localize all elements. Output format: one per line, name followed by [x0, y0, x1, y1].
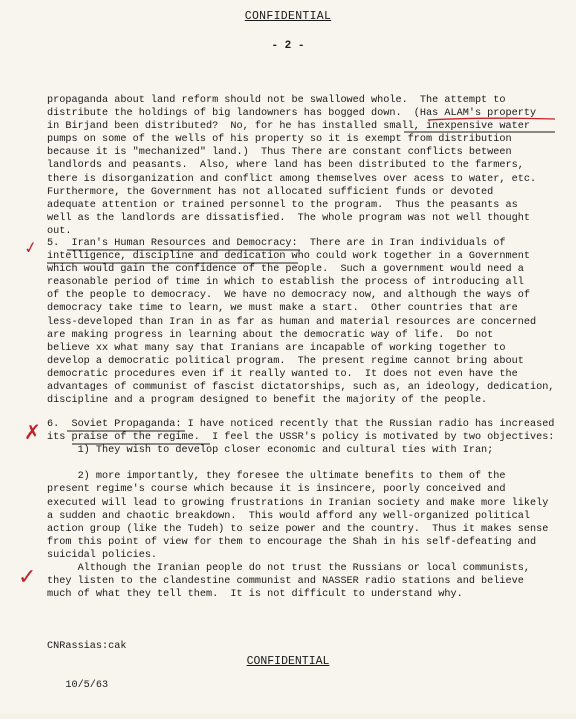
check-mark-icon: ✓ — [22, 236, 39, 259]
cross-mark-icon: ✗ — [24, 420, 41, 444]
signature-date: 10/5/63 — [47, 680, 109, 692]
classification-footer-text: CONFIDENTIAL — [246, 655, 330, 668]
check-mark-icon-closing: ✓ — [18, 565, 37, 590]
paragraph-human-resources: 5. Iran's Human Resources and Democracy: There are in Iran individuals of intelligence, discipline and dedication who could work together in a Government which would gain the confidence of the people. Such a government would need a reasonable period of time in which to establish the process of introducing all of the people to democracy. We have no democracy now, and although the ways of democracy take time to learn, we must make a start. Other countries that are less-developed than Iran in as far as human and material resources are concerned are making progress in learning about the democratic way of life. Do not believe xx what many say that Iranians are incapable of working together to develop a democratic political program. The present regime cannot bring about democratic procedures even if it really wanted to. It does not even have the advantages of communist of fascist dictatorships, such as, an ideology, dedication, discipline and a program designed to benefit the majority of the people. — [47, 238, 555, 407]
page-number: - 2 - — [271, 40, 305, 52]
signature-initials: CNRassias:cak — [47, 641, 127, 653]
classification-header — [0, 10, 576, 23]
classification-footer — [0, 655, 576, 668]
paragraph-closing: Although the Iranian people do not trust the Russians or local communists, they listen to the clandestine communist and NASSER radio stations and believe much of what they tell them. It is not difficult to understand why. — [47, 563, 530, 601]
paragraph-soviet-propaganda: 6. Soviet Propaganda: I have noticed recently that the Russian radio has increased its praise of the regime. I feel the USSR's policy is motivated by two objectives: 1) They wish to develop closer economic and cultural ties with Iran; 2) more importantly, they foresee the ultimate benefits to them of the present regime's course which because it is insincere, poorly conceived and executed will lead to growing frustrations in Iranian society and make more likely a sudden and chaotic breakdown. This would afford any well-organized political action group (like the Tudeh) to seize power and the country. Thus it makes sense from this point of view for them to encourage the Shah in his self-defeating and suicidal policies. — [47, 419, 555, 561]
classification-header-text: CONFIDENTIAL — [244, 10, 332, 23]
paragraph-land-reform: propaganda about land reform should not be swallowed whole. The attempt to distribute the holdings of big landowners has bogged down. (Has ALAM's property in Birjand been distributed? No, for he has installed small, inexpensive water pumps on some of the wells of his property so it is exempt from distribution because it is "mechanized" land.) Thus There are constant conflicts between landlords and peasants. Also, where land has been distributed to the farmers, there is disorganization and conflict among themselves over acess to water, etc. Furthermore, the Government has not allocated sufficient funds or devoted adequate attention or trained personnel to the program. Thus the peasants as well as the landlords are dissatisfied. The whole program was not well thought out. — [47, 95, 537, 237]
